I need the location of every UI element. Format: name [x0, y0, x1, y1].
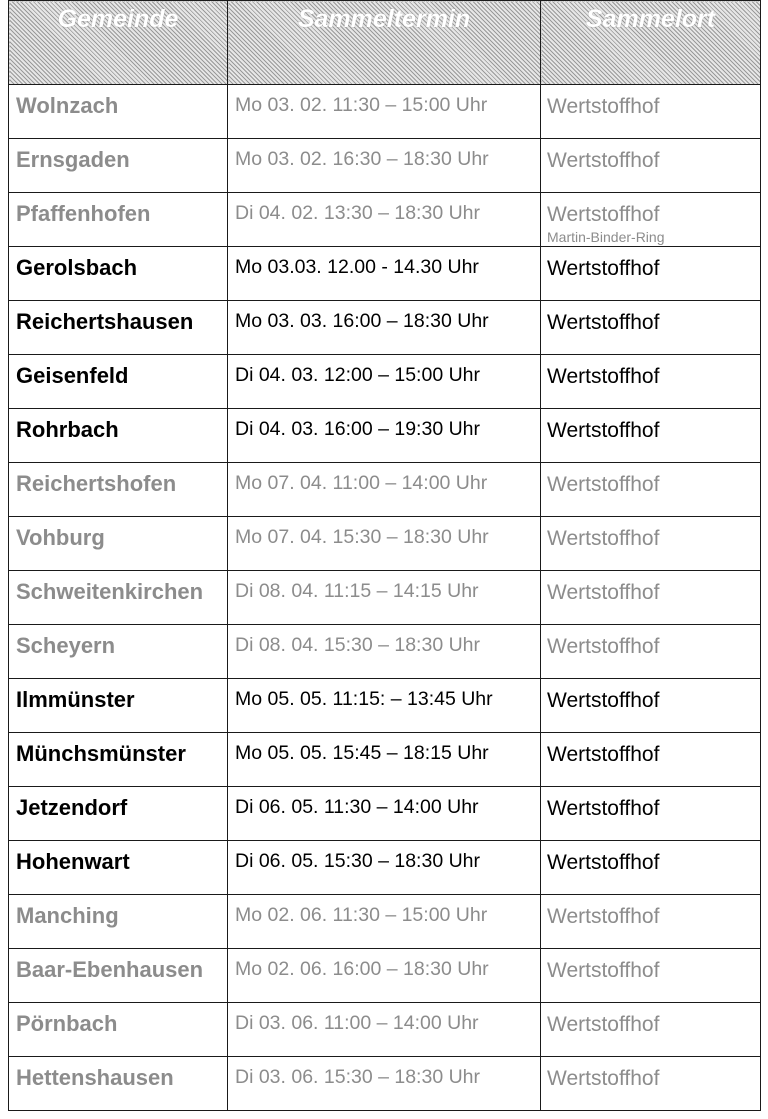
sammeltermin-cell	[228, 895, 541, 949]
sammelort-text: Wertstoffhof	[547, 689, 660, 712]
table-row	[9, 1057, 761, 1111]
gemeinde-cell	[9, 571, 228, 625]
gemeinde-cell	[9, 193, 228, 247]
table-row	[9, 949, 761, 1003]
gemeinde-name: Vohburg	[16, 525, 105, 550]
sammeltermin-text: Di 04. 03. 16:00 – 19:30 Uhr	[235, 418, 480, 440]
table-row	[9, 139, 761, 193]
sammelort-text: Wertstoffhof	[547, 743, 660, 766]
gemeinde-name: Ilmmünster	[16, 687, 135, 712]
sammeltermin-cell	[228, 1003, 541, 1057]
header-sammeltermin: Sammeltermin	[228, 1, 541, 85]
gemeinde-cell	[9, 463, 228, 517]
gemeinde-name: Pörnbach	[16, 1011, 118, 1036]
gemeinde-cell	[9, 679, 228, 733]
gemeinde-name: Manching	[16, 903, 119, 928]
sammeltermin-text: Di 06. 05. 15:30 – 18:30 Uhr	[235, 850, 480, 872]
sammelort-cell	[541, 85, 761, 139]
table-row	[9, 463, 761, 517]
table-header-row	[9, 1, 761, 85]
sammeltermin-cell	[228, 355, 541, 409]
table-row	[9, 571, 761, 625]
table-row	[9, 85, 761, 139]
sammelort-text: Wertstoffhof	[547, 851, 660, 874]
table-row	[9, 193, 761, 247]
sammelort-text: Wertstoffhof	[547, 473, 660, 496]
gemeinde-cell	[9, 625, 228, 679]
sammelort-cell	[541, 733, 761, 787]
sammeltermin-text: Di 04. 02. 13:30 – 18:30 Uhr	[235, 202, 480, 224]
gemeinde-name: Pfaffenhofen	[16, 201, 151, 226]
table-row	[9, 1003, 761, 1057]
gemeinde-cell	[9, 1003, 228, 1057]
sammelort-cell	[541, 895, 761, 949]
sammeltermin-text: Mo 07. 04. 11:00 – 14:00 Uhr	[235, 472, 488, 494]
table-row	[9, 895, 761, 949]
sammelort-cell	[541, 517, 761, 571]
sammeltermin-cell	[228, 679, 541, 733]
gemeinde-name: Reichertshofen	[16, 471, 177, 496]
gemeinde-cell	[9, 949, 228, 1003]
sammelort-cell	[541, 571, 761, 625]
sammeltermin-text: Mo 03. 03. 16:00 – 18:30 Uhr	[235, 310, 489, 332]
sammelort-cell	[541, 355, 761, 409]
sammelort-text: Wertstoffhof	[547, 257, 660, 280]
sammeltermin-text: Mo 05. 05. 15:45 – 18:15 Uhr	[235, 742, 489, 764]
sammeltermin-text: Mo 03.03. 12.00 - 14.30 Uhr	[235, 256, 479, 278]
sammeltermin-cell	[228, 1057, 541, 1111]
sammelort-cell	[541, 139, 761, 193]
sammeltermin-cell	[228, 193, 541, 247]
sammelort-cell	[541, 301, 761, 355]
sammeltermin-cell	[228, 625, 541, 679]
sammeltermin-cell	[228, 85, 541, 139]
gemeinde-cell	[9, 85, 228, 139]
sammeltermin-cell	[228, 409, 541, 463]
sammelort-cell	[541, 193, 761, 247]
sammelort-cell	[541, 1057, 761, 1111]
sammeltermin-text: Mo 03. 02. 16:30 – 18:30 Uhr	[235, 148, 489, 170]
sammeltermin-text: Di 08. 04. 11:15 – 14:15 Uhr	[235, 580, 479, 602]
gemeinde-cell	[9, 733, 228, 787]
gemeinde-name: Schweitenkirchen	[16, 579, 204, 604]
sammeltermin-cell	[228, 787, 541, 841]
table-row	[9, 841, 761, 895]
sammeltermin-text: Mo 07. 04. 15:30 – 18:30 Uhr	[235, 526, 489, 548]
sammelort-cell	[541, 841, 761, 895]
sammeltermin-cell	[228, 139, 541, 193]
sammelort-detail: Martin-Binder-Ring	[547, 229, 665, 245]
gemeinde-name: Hohenwart	[16, 849, 130, 874]
gemeinde-name: Geisenfeld	[16, 363, 129, 388]
sammelort-text: Wertstoffhof	[547, 311, 660, 334]
gemeinde-name: Gerolsbach	[16, 255, 138, 280]
gemeinde-cell	[9, 895, 228, 949]
sammeltermin-text: Di 06. 05. 11:30 – 14:00 Uhr	[235, 796, 479, 818]
gemeinde-cell	[9, 247, 228, 301]
table-row	[9, 787, 761, 841]
table-row	[9, 301, 761, 355]
sammelort-text: Wertstoffhof	[547, 203, 660, 226]
collection-schedule-table	[8, 0, 761, 1111]
gemeinde-name: Baar-Ebenhausen	[16, 957, 204, 982]
sammeltermin-text: Di 08. 04. 15:30 – 18:30 Uhr	[235, 634, 480, 656]
sammeltermin-cell	[228, 517, 541, 571]
gemeinde-name: Ernsgaden	[16, 147, 130, 172]
sammelort-text: Wertstoffhof	[547, 1013, 660, 1036]
sammeltermin-text: Di 04. 03. 12:00 – 15:00 Uhr	[235, 364, 480, 386]
sammelort-text: Wertstoffhof	[547, 905, 660, 928]
sammelort-text: Wertstoffhof	[547, 149, 660, 172]
gemeinde-cell	[9, 301, 228, 355]
sammelort-cell	[541, 463, 761, 517]
gemeinde-name: Rohrbach	[16, 417, 119, 442]
table-row	[9, 517, 761, 571]
sammelort-text: Wertstoffhof	[547, 581, 660, 604]
sammelort-cell	[541, 949, 761, 1003]
sammelort-text: Wertstoffhof	[547, 797, 660, 820]
sammelort-text: Wertstoffhof	[547, 365, 660, 388]
gemeinde-cell	[9, 517, 228, 571]
gemeinde-cell	[9, 787, 228, 841]
table-row	[9, 679, 761, 733]
sammelort-text: Wertstoffhof	[547, 635, 660, 658]
sammelort-cell	[541, 787, 761, 841]
table-row	[9, 247, 761, 301]
sammelort-cell	[541, 409, 761, 463]
gemeinde-cell	[9, 409, 228, 463]
gemeinde-name: Münchsmünster	[16, 741, 186, 766]
sammelort-text: Wertstoffhof	[547, 419, 660, 442]
sammeltermin-cell	[228, 301, 541, 355]
table-row	[9, 409, 761, 463]
sammeltermin-text: Mo 05. 05. 11:15: – 13:45 Uhr	[235, 688, 493, 710]
sammelort-text: Wertstoffhof	[547, 527, 660, 550]
table-row	[9, 355, 761, 409]
gemeinde-cell	[9, 355, 228, 409]
gemeinde-cell	[9, 139, 228, 193]
sammeltermin-cell	[228, 733, 541, 787]
sammelort-cell	[541, 1003, 761, 1057]
sammeltermin-cell	[228, 571, 541, 625]
gemeinde-name: Scheyern	[16, 633, 116, 658]
sammeltermin-text: Mo 03. 02. 11:30 – 15:00 Uhr	[235, 94, 488, 116]
sammelort-text: Wertstoffhof	[547, 959, 660, 982]
sammelort-text: Wertstoffhof	[547, 95, 660, 118]
sammeltermin-cell	[228, 949, 541, 1003]
gemeinde-name: Wolnzach	[16, 93, 119, 118]
gemeinde-name: Hettenshausen	[16, 1065, 174, 1090]
gemeinde-cell	[9, 841, 228, 895]
table-row	[9, 625, 761, 679]
gemeinde-name: Jetzendorf	[16, 795, 128, 820]
table-row	[9, 733, 761, 787]
table-body	[9, 85, 761, 1111]
header-gemeinde: Gemeinde	[9, 1, 228, 85]
sammelort-text: Wertstoffhof	[547, 1067, 660, 1090]
header-sammelort: Sammelort	[541, 1, 761, 85]
sammeltermin-text: Di 03. 06. 15:30 – 18:30 Uhr	[235, 1066, 480, 1088]
sammeltermin-text: Mo 02. 06. 16:00 – 18:30 Uhr	[235, 958, 489, 980]
sammeltermin-cell	[228, 247, 541, 301]
sammeltermin-cell	[228, 841, 541, 895]
sammeltermin-cell	[228, 463, 541, 517]
sammelort-cell	[541, 247, 761, 301]
gemeinde-cell	[9, 1057, 228, 1111]
sammeltermin-text: Di 03. 06. 11:00 – 14:00 Uhr	[235, 1012, 479, 1034]
sammeltermin-text: Mo 02. 06. 11:30 – 15:00 Uhr	[235, 904, 488, 926]
sammelort-cell	[541, 679, 761, 733]
sammelort-cell	[541, 625, 761, 679]
gemeinde-name: Reichertshausen	[16, 309, 194, 334]
